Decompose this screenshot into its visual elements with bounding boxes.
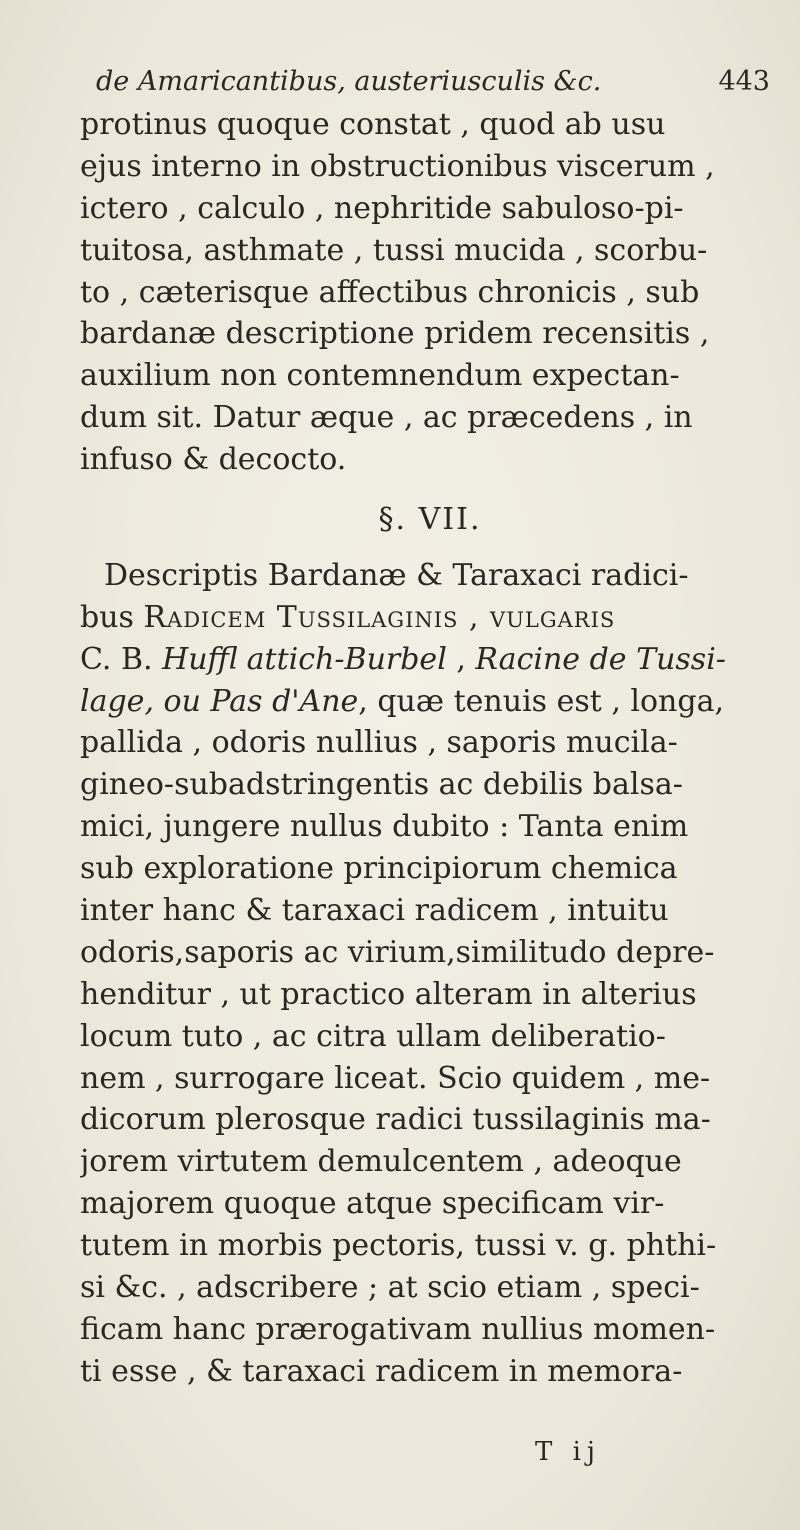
text-line: sub exploratione principiorum chemica <box>80 851 678 887</box>
text-line: infuso & decocto. <box>80 442 347 478</box>
text-line: jorem virtutem demulcentem , adeoque <box>80 1144 682 1180</box>
page-number: 443 <box>718 66 770 97</box>
text-line: ficam hanc prærogativam nullius momen- <box>80 1311 716 1347</box>
text-line: dum sit. Datur æque , ac præcedens , in <box>80 400 693 436</box>
text-line: inter hanc & taraxaci radicem , intuitu <box>80 893 669 929</box>
text-run: , quæ tenuis est , longa, <box>358 683 725 719</box>
text-run: bus <box>80 599 144 635</box>
text-line: auxilium non contemnendum expectan- <box>80 358 680 394</box>
text-line: protinus quoque constat , quod ab usu <box>80 107 666 142</box>
text-line: ictero , calculo , nephritide sabuloso-pi- <box>80 190 684 226</box>
text-line: odoris,saporis ac virium,similitudo depre- <box>80 934 715 970</box>
italic-run: Huffl attich-Burbel <box>162 641 447 677</box>
text-line: tuitosa, asthmate , tussi mucida , scorbu- <box>80 232 708 268</box>
running-head-title: de Amaricantibus, austeriusculis &c. <box>96 66 602 97</box>
text-line: tutem in morbis pectoris, tussi v. g. phthi- <box>80 1228 717 1264</box>
text-line: bardanæ descriptione pridem recensitis , <box>80 316 710 352</box>
text-line: ejus interno in obstructionibus viscerum , <box>80 148 715 184</box>
running-head <box>96 66 776 106</box>
text-line: pallida , odoris nullius , saporis mucila- <box>80 725 678 761</box>
text-line: nem , surrogare liceat. Scio quidem , me- <box>80 1060 711 1096</box>
text-line <box>80 639 780 681</box>
text-line: to , cæterisque affectibus chronicis , sub <box>80 274 700 310</box>
small-caps-run: Radicem Tussilaginis , vulgaris <box>143 599 616 635</box>
italic-run: lage, ou Pas d'Ane <box>80 683 359 719</box>
text-line <box>80 597 780 639</box>
text-run: C. B. <box>80 641 163 677</box>
text-line: mici, jungere nullus dubito : Tanta enim <box>80 809 689 845</box>
italic-run: Racine de Tussi- <box>475 641 726 677</box>
text-line: henditur , ut practico alteram in alterius <box>80 976 697 1012</box>
text-line: ti esse , & taraxaci radicem in memora- <box>80 1353 683 1389</box>
text-line: gineo-subadstringentis ac debilis balsa- <box>80 767 683 803</box>
body-text <box>80 104 780 1393</box>
text-line: majorem quoque atque specificam vir- <box>80 1186 665 1222</box>
text-line: dicorum plerosque radici tussilaginis ma- <box>80 1102 711 1138</box>
text-line: Descriptis Bardanæ & Taraxaci radici- <box>104 557 689 593</box>
text-line: locum tuto , ac citra ullam deliberatio- <box>80 1018 666 1054</box>
text-line <box>80 681 780 723</box>
section-heading: §. VII. <box>378 502 482 538</box>
text-run: , <box>446 641 476 677</box>
text-line: si &c. , adscribere ; at scio etiam , speci- <box>80 1270 700 1306</box>
signature-mark: T ij <box>535 1437 601 1467</box>
